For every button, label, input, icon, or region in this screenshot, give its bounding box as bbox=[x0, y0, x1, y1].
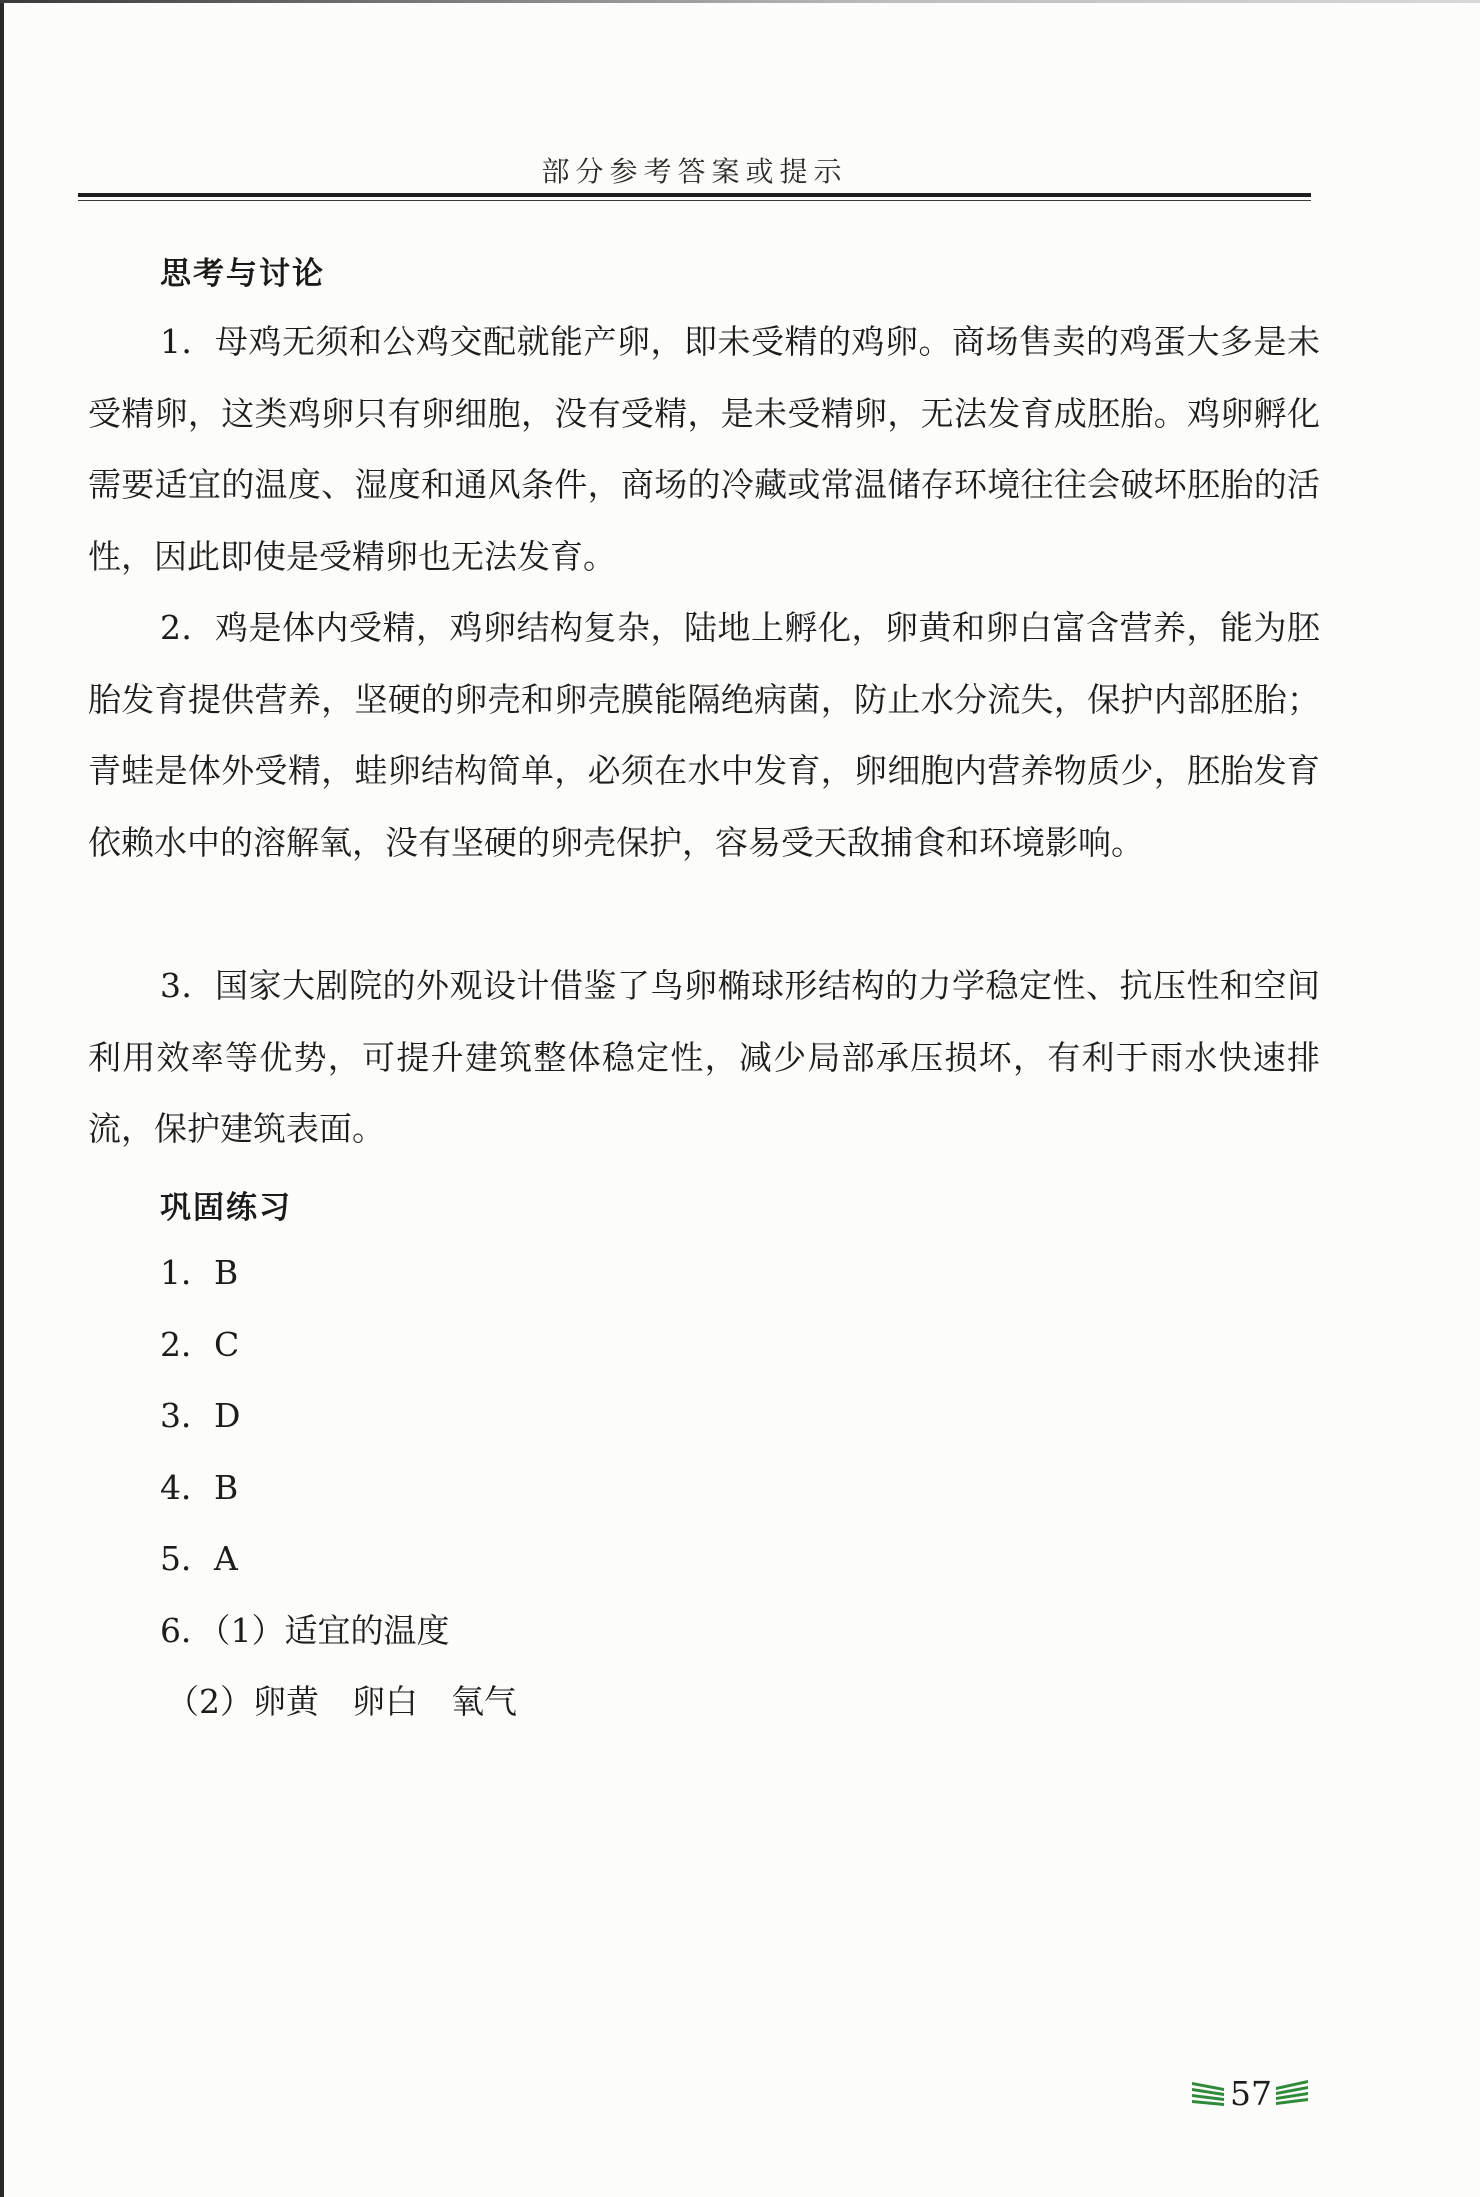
header-rule bbox=[78, 193, 1311, 197]
discussion-answer-2: 2．鸡是体内受精，鸡卵结构复杂，陆地上孵化，卵黄和卵白富含营养，能为胚胎发育提供营养，坚硬的卵壳和卵壳膜能隔绝病菌，防止水分流失，保护内部胚胎；青蛙是体外受精，蛙卵结构简单，必须在水中发育，卵细胞内营养物质少，胚胎发育依赖水中的溶解氧，没有坚硬的卵壳保护，容易受天敌捕食和环境影响。 bbox=[88, 608, 1320, 862]
leaf-book-icon bbox=[1190, 2078, 1228, 2110]
practice-answer-3: 3．D bbox=[160, 1396, 241, 1435]
page-footer bbox=[1190, 2072, 1310, 2116]
page-left-edge bbox=[0, 0, 4, 2197]
practice-answer-6: 6．（1）适宜的温度 bbox=[160, 1611, 450, 1650]
discussion-answer-3: 3．国家大剧院的外观设计借鉴了鸟卵椭球形结构的力学稳定性、抗压性和空间利用效率等优势，可提升建筑整体稳定性，减少局部承压损坏，有利于雨水快速排流，保护建筑表面。 bbox=[88, 966, 1320, 1148]
discussion-answer-1: 1．母鸡无须和公鸡交配就能产卵，即未受精的鸡卵。商场售卖的鸡蛋大多是未受精卵，这类鸡卵只有卵细胞，没有受精，是未受精卵，无法发育成胚胎。鸡卵孵化需要适宜的温度、湿度和通风条件，商场的冷藏或常温储存环境往往会破坏胚胎的活性，因此即使是受精卵也无法发育。 bbox=[88, 322, 1320, 576]
page-number: 57 bbox=[1230, 2074, 1272, 2113]
header-rule-thin bbox=[78, 200, 1311, 201]
running-header: 部分参考答案或提示 bbox=[541, 155, 848, 188]
leaf-book-icon-right bbox=[1272, 2078, 1310, 2110]
practice-answer-4: 4．B bbox=[160, 1468, 239, 1507]
section-title-practice: 巩固练习 bbox=[160, 1190, 292, 1226]
practice-answer-5: 5．A bbox=[160, 1539, 238, 1578]
practice-answer-2: 2．C bbox=[160, 1325, 240, 1364]
practice-answer-6-part-2: （2）卵黄 卵白 氧气 bbox=[166, 1682, 517, 1721]
practice-answer-1: 1．B bbox=[160, 1253, 239, 1292]
page-top-edge bbox=[0, 0, 1480, 3]
section-title-discussion: 思考与讨论 bbox=[160, 256, 325, 292]
